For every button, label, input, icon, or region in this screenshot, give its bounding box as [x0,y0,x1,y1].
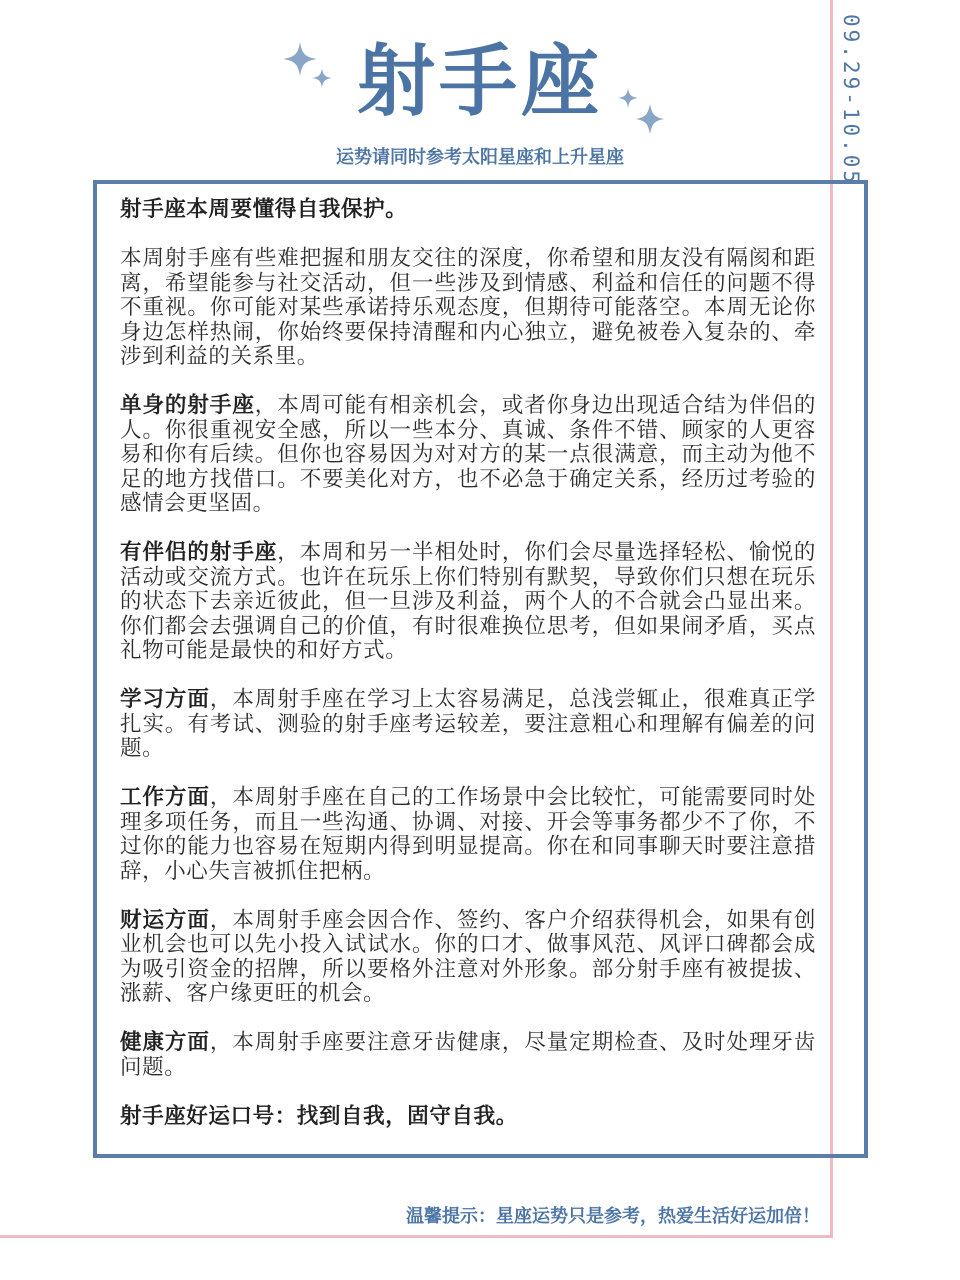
section-text: ，本周和另一半相处时，你们会尽量选择轻松、愉悦的活动或交流方式。也许在玩乐上你们特别有默契，导致你们只想在玩乐的状态下去亲近彼此，但一旦涉及利益，两个人的不合就会凸显出来。你们都会去强调自己的价值，有时很难换位思考，但如果闹矛盾，买点礼物可能是最快的和好方式。 [120,540,817,663]
section-partnered [120,541,816,664]
section-label: 健康方面 [120,1030,210,1055]
section-single [120,394,816,517]
section-health [120,1031,816,1080]
section-label: 单身的射手座 [120,393,255,418]
section-text: ，本周可能有相亲机会，或者你身边出现适合结为伴侣的人。你很重视安全感，所以一些本分、真诚、条件不错、顾家的人更容易和你有后续。但你也容易因为对对方的某一点很满意，而主动为他不足的地方找借口。不要美化对方，也不必急于确定关系，经历过考验的感情会更坚固。 [120,393,816,516]
horoscope-content [120,198,816,1154]
sparkle-icon [283,42,317,76]
section-label: 有伴侣的射手座 [120,540,278,565]
section-text: ，本周射手座要注意牙齿健康，尽量定期检查、及时处理牙齿问题。 [120,1030,817,1080]
intro-paragraph: 本周射手座有些难把握和朋友交往的深度，你希望和朋友没有隔阂和距离，希望能参与社交活动，但一些涉及到情感、利益和信任的问题不得不重视。你可能对某些承诺持乐观态度，但期待可能落空。本周无论你身边怎样热闹，你始终要保持清醒和内心独立，避免被卷入复杂的、牵涉到利益的关系里。 [120,246,816,369]
page-subtitle: 运势请同时参考太阳星座和上升星座 [336,147,624,168]
sparkle-icon [618,88,638,108]
page-title: 射手座 [356,37,603,127]
sparkle-icon [312,68,332,88]
section-work [120,786,816,884]
section-label: 学习方面 [120,687,210,712]
section-text: ，本周射手座在学习上太容易满足，总浅尝辄止，很难真正学扎实。有考试、测验的射手座考运较差，要注意粗心和理解有偏差的问题。 [120,687,817,761]
slogan: 射手座好运口号：找到自我，固守自我。 [120,1103,518,1129]
section-label: 财运方面 [120,907,210,933]
section-text: ，本周射手座会因合作、签约、客户介绍获得机会，如果有创业机会也可以先小投入试试水。你的口才、做事风范、风评口碑都会成为吸引资金的招牌，所以要格外注意对外形象。部分射手座有被提拔、涨薪、客户缘更旺的机会。 [120,907,817,1006]
footer-tip: 温馨提示：星座运势只是参考，热爱生活好运加倍！ [406,1206,820,1227]
section-text: ，本周射手座在自己的工作场景中会比较忙，可能需要同时处理多项任务，而且一些沟通、协调、对接、开会等事务都少不了你，不过你的能力也容易在短期内得到明显提高。你在和同事聊天时要注意措辞，小心失言被抓住把柄。 [120,785,817,884]
section-study [120,688,816,762]
section-finance [120,909,816,1007]
intro-heading: 射手座本周要懂得自我保护。 [120,197,408,222]
sparkle-icon [636,104,664,134]
date-range: 09.29-10.05 [839,14,863,187]
section-label: 工作方面 [120,785,210,810]
decor-line-horizontal [0,1235,833,1238]
